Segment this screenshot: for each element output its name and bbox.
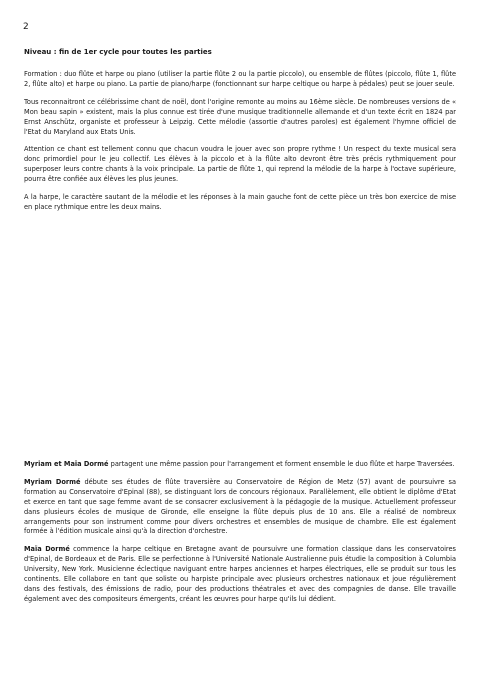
intro-section xyxy=(24,70,456,221)
bio-intro-names: Myriam et Maïa Dormé xyxy=(24,460,109,468)
bio-intro-text: partagent une même passion pour l'arrangement et forment ensemble le duo flûte et harpe Traversées. xyxy=(108,460,455,468)
bio-section xyxy=(24,460,456,613)
bio-myriam-name: Myriam Dormé xyxy=(24,477,81,486)
intro-paragraph-formation: Formation : duo flûte et harpe ou piano (utiliser la partie flûte 2 ou la partie piccolo), ou ensemble de flûtes (piccolo, flûte 1, flûte 2, flûte alto) et harpe ou piano. La partie de piano/harpe (fonctionnant sur harpe celtique ou harpe à pédales) peut se jouer seule. xyxy=(24,70,456,88)
bio-maia-paragraph xyxy=(24,545,456,604)
bio-myriam-text: débute ses études de flûte traversière au Conservatoire de Région de Metz (57) avant de poursuivre sa formation au Conservatoire d'Epinal (88), se distinguant lors de concours régionaux. Parallèlement, elle obtient le diplôme d'Etat et exerce en tant que sage femme avant de se consacrer exclusivement à la pédagogie de la musique. Actuellement professeur dans plusieurs écoles de musique de Gironde, elle enseigne la flûte depuis plus de 10 ans. Elle a réalisé de nombreux arrangements pour son instrument comme pour divers orchestres et ensembles de musique de chambre. Elle est également formée à l'édition musicale ainsi qu'à la direction d'orchestre. xyxy=(24,477,456,536)
bio-maia-name: Maïa Dormé xyxy=(24,545,70,554)
intro-paragraph-rhythm: Attention ce chant est tellement connu que chacun voudra le jouer avec son propre rythme ! Un respect du texte musical sera donc primordiel pour le jeu collectif. Les élèves à la piccolo et à la flûte alto devront être très précis rythmiquement pour superposer leurs contre chants à la voix principale. La partie de flûte 1, qui reprend la mélodie de la harpe à l'octave supérieure, pourra être confiée aux élèves les plus jeunes. xyxy=(24,145,456,184)
page-number: 2 xyxy=(23,22,29,32)
bio-myriam-paragraph xyxy=(24,478,456,537)
level-heading: Niveau : fin de 1er cycle pour toutes les parties xyxy=(24,48,212,56)
bio-maia-text: commence la harpe celtique en Bretagne avant de poursuivre une formation classique dans les conservatoires d'Epinal, de Bordeaux et de Paris. Elle se perfectionne à l'Université Nationale Australienne puis étudie la composition à Columbia University, New York. Musicienne éclectique naviguant entre harpes anciennes et harpes électriques, elle se produit sur tous les continents. Elle collabore en tant que soliste ou harpiste principale avec plusieurs orchestres nationaux et joue régulièrement dans des festivals, des émissions de radio, pour des productions théatrales et avec des compagnies de danse. Elle travaille également avec des compositeurs émergents, créant les œuvres pour harpe qu'ils lui dédient. xyxy=(24,545,456,603)
bio-intro-paragraph xyxy=(24,460,456,470)
intro-paragraph-harp: A la harpe, le caractère sautant de la mélodie et les réponses à la main gauche font de cette pièce un très bon exercice de mise en place rythmique entre les deux mains. xyxy=(24,193,456,211)
intro-paragraph-history: Tous reconnaitront ce célébrissime chant de noël, dont l'origine remonte au moins au 16ème siècle. De nombreuses versions de « Mon beau sapin » existent, mais la plus connue est tirée d'une musique traditionnelle allemande et d'un texte écrit en 1824 par Ernst Anschütz, organiste et professeur à Leipzig. Cette mélodie (assortie d'autres paroles) est également l'hymne officiel de l'Etat du Maryland aux Etats Unis. xyxy=(24,97,456,136)
